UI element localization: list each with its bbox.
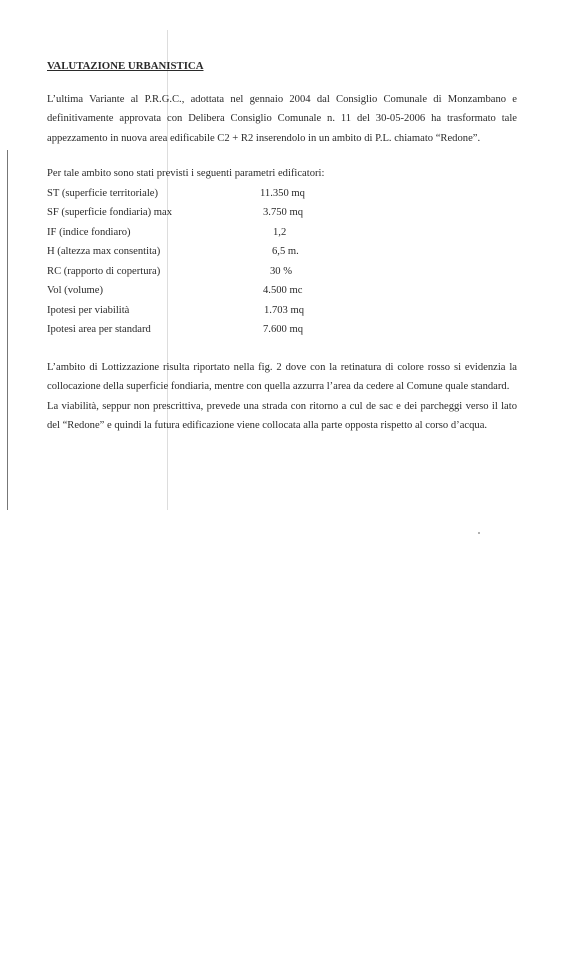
parameter-label: IF (indice fondiaro)	[47, 226, 131, 238]
parameter-label: SF (superficie fondiaria) max	[47, 207, 173, 218]
parameter-label: Ipotesi per viabilità	[47, 304, 130, 316]
paragraph-viabilita: La viabilità, seppur non prescrittiva, prevede una strada con ritorno a cul de sac e dei parcheggi verso il lato del “Redone” e quindi la futura edificazione viene collocata alla parte opposta rispetto al corso d’acqua.	[47, 400, 517, 431]
parameter-row	[47, 203, 517, 223]
scan-speck	[478, 532, 480, 534]
paragraph-lottizzazione: L’ambito di Lottizzazione risulta riportato nella fig. 2 dove con la retinatura di colore rosso si evidenzia la collocazione della superficie fondiaria, mentre con quella azzurra l’area da cedere al Comune quale standard.	[47, 361, 517, 392]
parameter-row	[47, 262, 517, 282]
parameter-row	[47, 301, 517, 321]
parameter-label: RC (rapporto di copertura)	[47, 265, 161, 277]
document-body	[47, 57, 517, 436]
scan-binding-line	[7, 150, 8, 510]
parameter-row	[47, 242, 517, 262]
document-heading: VALUTAZIONE URBANISTICA	[47, 60, 204, 72]
parameters-intro: Per tale ambito sono stati previsti i seguenti parametri edificatori:	[47, 168, 325, 179]
parameter-label: ST (superficie territoriale)	[47, 187, 158, 199]
parameter-label: Vol (volume)	[47, 285, 104, 296]
parameter-value: 7.600 mq	[263, 324, 304, 335]
parameter-value: 6,5 m.	[272, 246, 299, 257]
paragraph-variante: L’ultima Variante al P.R.G.C., adottata nel gennaio 2004 dal Consiglio Comunale di Monzambano e definitivamente approvata con Delibera Consiglio Comunale n. 11 del 30-05-2006 ha trasformato tale appezzamento in nuova area edificabile C2 + R2 inserendolo in un ambito di P.L. chiamato “Redone”.	[47, 93, 517, 144]
spacer	[47, 340, 517, 358]
parameter-label: Ipotesi area per standard	[47, 324, 151, 335]
parameter-value: 1.703 mq	[264, 304, 305, 316]
spacer	[47, 148, 517, 164]
parameter-value: 4.500 mc	[263, 285, 303, 296]
parameter-value: 30 %	[270, 265, 293, 277]
parameter-value: 3.750 mq	[263, 207, 304, 218]
parameter-label: H (altezza max consentita)	[47, 246, 161, 257]
parameter-row	[47, 184, 517, 204]
parameter-row	[47, 320, 517, 340]
parameters-list	[47, 184, 517, 340]
parameter-row	[47, 223, 517, 243]
parameter-value: 11.350 mq	[260, 187, 305, 199]
parameter-value: 1,2	[273, 226, 287, 238]
parameter-row	[47, 281, 517, 301]
